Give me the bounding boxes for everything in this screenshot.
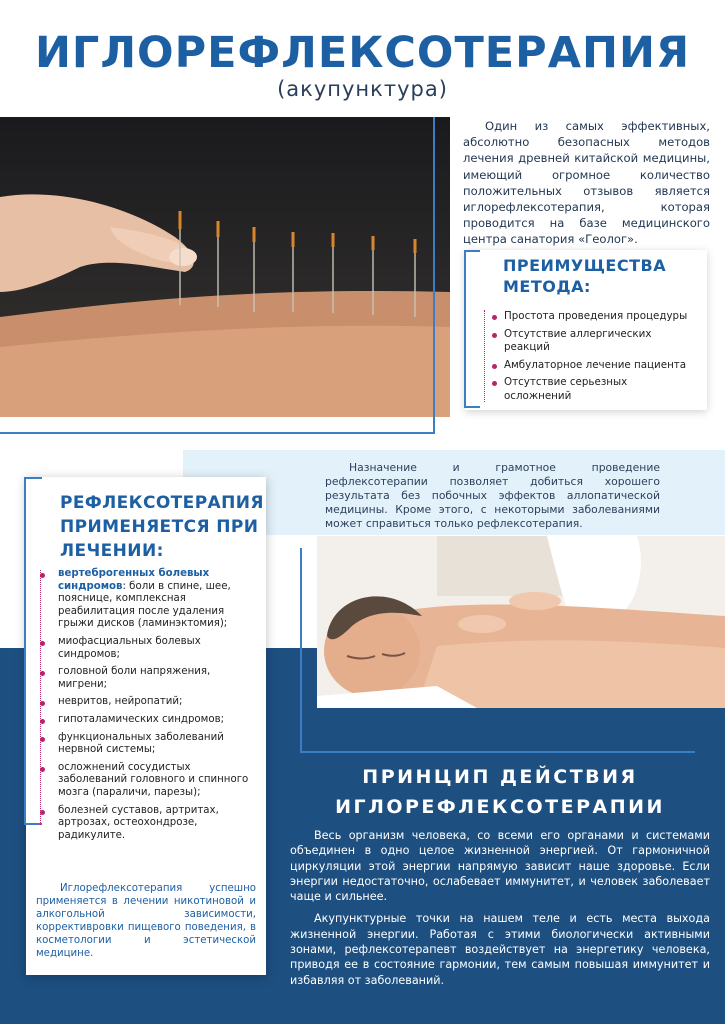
intro-text: Один из самых эффективных, абсолютно безопасных методов лечения древней китайской медицины, имеющий огромное количество положительных отзывов является иглорефлексотерапия, которая проводится на базе медицинского центра санатория «Геолог». bbox=[463, 119, 710, 247]
list-item: Отсутствие аллергических реакций bbox=[492, 328, 697, 355]
list-item: миофасциальных болевых синдромов; bbox=[50, 636, 260, 661]
list-item: осложнений сосудистых заболеваний головного и спинного мозга (параличи, парезы); bbox=[50, 762, 260, 800]
conditions-list bbox=[50, 568, 260, 847]
list-item: Простота проведения процедуры bbox=[492, 310, 697, 324]
list-item: Отсутствие серьезных осложнений bbox=[492, 376, 697, 403]
principle-title bbox=[290, 762, 710, 822]
conditions-title bbox=[60, 491, 264, 563]
principle-paragraph: Акупунктурные точки на нашем теле и есть места выхода жизненной энергии. Работая с этими биологически активными зонами, рефлексотерапевт воздействует на энергетику человека, приводя ее в состояние гармонии, тем самым повышая иммунитет и избавляя от заболеваний. bbox=[290, 912, 710, 987]
list-item bbox=[50, 568, 260, 631]
advantages-title bbox=[503, 255, 703, 297]
list-item: функциональных заболеваний нервной системы; bbox=[50, 732, 260, 757]
conditions-footnote: Иглорефлексотерапия успешно применяется в лечении никотиновой и алкогольной зависимости, коррективровки пищевого поведения, в косметологии и эстетической медицине. bbox=[36, 883, 256, 959]
page-subtitle: (акупунктура) bbox=[277, 77, 448, 101]
conditions-title-line: РЕФЛЕКСОТЕРАПИЯ bbox=[60, 493, 264, 513]
list-item: Амбулаторное лечение пациента bbox=[492, 359, 697, 373]
list-item: болезней суставов, артритах, артрозах, остеохондрозе, радикулите. bbox=[50, 805, 260, 843]
advantages-list bbox=[492, 310, 697, 407]
list-item-rest: : боли в спине, шее, пояснице, комплексная реабилитация после удаления грыжи дисков (ламинэктомия); bbox=[58, 580, 231, 630]
info-band-text: Назначение и грамотное проведение рефлексотерапии позволяет добиться хорошего результата без побочных эффектов аллопатической медицины. Кроме этого, с некоторыми заболеваниями может справиться только рефлексотерапия. bbox=[325, 461, 660, 530]
list-item-strong: вертеброгенных болевых синдромов bbox=[58, 568, 210, 592]
advantages-title-line: МЕТОДА: bbox=[503, 277, 591, 296]
list-item: головной боли напряжения, мигрени; bbox=[50, 666, 260, 691]
massage-photo bbox=[317, 536, 725, 708]
principle-title-line: ИГЛОРЕФЛЕКСОТЕРАПИИ bbox=[335, 796, 665, 818]
acupuncture-photo bbox=[0, 117, 450, 417]
list-item: гипоталамических синдромов; bbox=[50, 714, 260, 727]
principle-text bbox=[290, 828, 710, 995]
list-item: невритов, нейропатий; bbox=[50, 696, 260, 709]
advantages-title-line: ПРЕИМУЩЕСТВА bbox=[503, 256, 667, 275]
conditions-dotted-line bbox=[40, 570, 41, 825]
advantages-dotted-line bbox=[484, 310, 485, 402]
principle-title-line: ПРИНЦИП ДЕЙСТВИЯ bbox=[362, 766, 638, 788]
principle-paragraph: Весь организм человека, со всеми его органами и системами объединен в одно целое жизненной энергией. От гармоничной циркуляции этой энергии напрямую зависит наше здоровье. Если энергии недостаточно, ослабевает иммунитет, и человек заболевает чаще и сильнее. bbox=[290, 829, 710, 904]
advantages-bracket bbox=[464, 250, 480, 408]
page-title: ИГЛОРЕФЛЕКСОТЕРАПИЯ bbox=[34, 28, 691, 78]
conditions-title-line: ЛЕЧЕНИИ: bbox=[60, 541, 164, 561]
conditions-title-line: ПРИМЕНЯЕТСЯ ПРИ bbox=[60, 517, 259, 537]
